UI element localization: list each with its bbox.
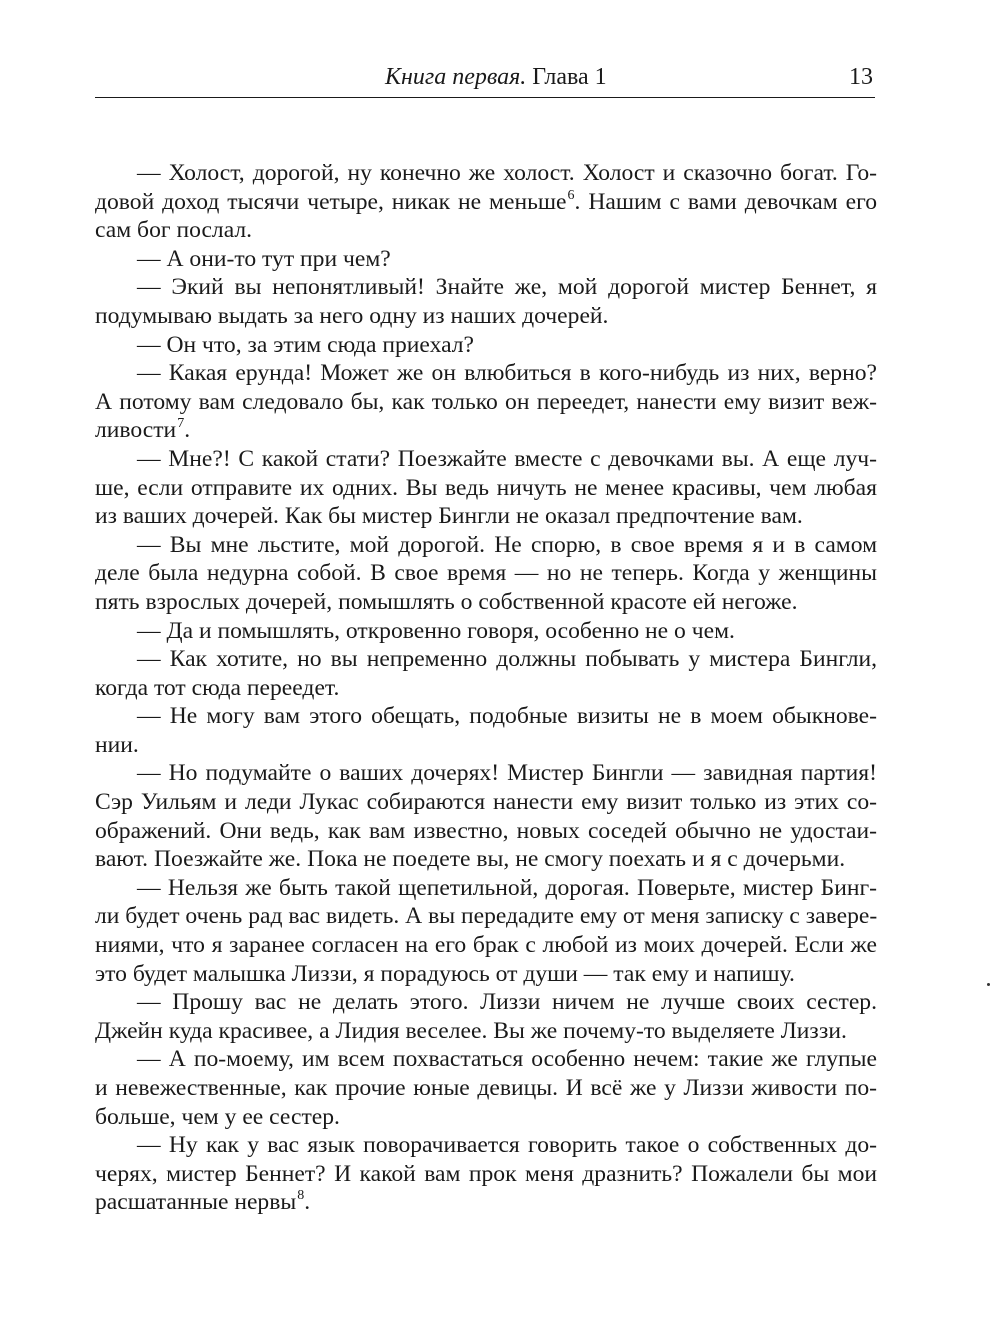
text-line: [95, 416, 877, 445]
line-text: довой доход тысячи четыре, никак не меньше: [95, 188, 567, 215]
text-line: — Ну как у вас язык поворачивается говорить такое о собственных до-: [137, 1132, 877, 1159]
text-line: — Холост, дорогой, ну конечно же холост. Холост и сказочно богат. Го-: [137, 160, 877, 186]
text-line: деле была недурна собой. В свое время — но не теперь. Когда у женщины: [95, 560, 877, 587]
text-line: подумываю выдать за него одну из наших дочерей.: [95, 302, 609, 329]
paragraph: [95, 245, 877, 274]
header-rule: [95, 97, 875, 98]
book-title: Книга первая.: [385, 64, 527, 90]
line-text: .: [184, 417, 191, 444]
text-line: [95, 188, 877, 217]
paragraph: [95, 159, 877, 245]
paragraph: [95, 759, 877, 873]
text-line: ображений. Они ведь, как вам известно, новых соседей обычно не удостаи-: [95, 817, 877, 844]
text-line: вают. Поезжайте же. Пока не поедете вы, не смогу поехать и я с дочерьми.: [95, 846, 846, 873]
text-line: сам бог послал.: [95, 217, 253, 244]
paragraph: [95, 617, 877, 646]
text-line: — Он что, за этим сюда приехал?: [137, 331, 474, 358]
paragraph: [95, 273, 877, 330]
paragraph: [95, 645, 877, 702]
paragraph: [95, 359, 877, 445]
text-line: черях, мистер Беннет? И какой вам прок меня дразнить? Пожалели бы мои: [95, 1160, 877, 1187]
text-line: когда тот сюда переедет.: [95, 674, 340, 701]
paragraph: [95, 445, 877, 531]
running-head-title: [385, 62, 607, 92]
paragraph: [95, 1045, 877, 1131]
text-line: — Нельзя же быть такой щепетильной, дорогая. Поверьте, мистер Бинг-: [137, 874, 877, 901]
text-line: ше, если отправите их одних. Вы ведь ничуть не менее красивы, чем любая: [95, 474, 877, 501]
paragraph: [95, 874, 877, 988]
paragraph: [95, 331, 877, 360]
text-line: и невежественные, как прочие юные девицы. И всё же у Лиззи живости по-: [95, 1075, 877, 1101]
text-line: — Экий вы непонятливый! Знайте же, мой дорогой мистер Беннет, я: [137, 274, 877, 301]
text-line: — Да и помышлять, откровенно говоря, особенно не о чем.: [137, 617, 735, 644]
text-line: нии.: [95, 731, 139, 758]
margin-speck: [987, 983, 990, 986]
paragraph: [95, 988, 877, 1045]
text-line: ли будет очень рад вас видеть. А вы передадите ему от меня записку с завере-: [95, 903, 878, 930]
text-line: — Прошу вас не делать этого. Лиззи ничем не лучше своих сестер.: [137, 989, 877, 1016]
line-text: ливости: [95, 417, 177, 444]
line-text: расшатанные нервы: [95, 1189, 297, 1216]
text-line: А потому вам следовало бы, как только он переедет, нанести ему визит веж-: [95, 388, 877, 415]
text-line: — Как хотите, но вы непременно должны побывать у мистера Бингли,: [137, 646, 877, 673]
chapter-title: Глава 1: [532, 64, 607, 90]
paragraph: [95, 531, 877, 617]
line-text: . Нашим с вами девочкам его: [574, 188, 877, 215]
text-line: — А они-то тут при чем?: [137, 245, 391, 272]
text-line: — Но подумайте о ваших дочерях! Мистер Бингли — завидная партия!: [137, 760, 877, 787]
footnote-marker[interactable]: 6: [567, 187, 575, 203]
text-line: из ваших дочерей. Как бы мистер Бингли не оказал предпочтение вам.: [95, 503, 803, 530]
paragraph: [95, 1131, 877, 1217]
text-line: — А по-моему, им всем похвастаться особенно нечем: такие же глупые: [137, 1046, 877, 1073]
text-line: — Какая ерунда! Может же он влюбиться в кого-нибудь из них, верно?: [137, 360, 877, 387]
running-head: [95, 62, 875, 96]
footnote-marker[interactable]: 8: [297, 1188, 305, 1204]
text-line: — Не могу вам этого обещать, подобные визиты не в моем обыкнове-: [137, 703, 877, 730]
text-line: Сэр Уильям и леди Лукас собираются нанести ему визит только из этих со-: [95, 789, 877, 816]
text-line: — Мне?! С какой стати? Поезжайте вместе с девочками вы. А еще луч-: [137, 445, 877, 472]
paragraph: [95, 702, 877, 759]
text-line: ниями, что я заранее согласен на его брак с любой из моих дочерей. Если же: [95, 932, 877, 959]
text-line: больше, чем у ее сестер.: [95, 1103, 340, 1130]
line-text: .: [304, 1189, 311, 1216]
footnote-marker[interactable]: 7: [177, 416, 185, 432]
text-line: [95, 1188, 877, 1217]
body-text: [95, 159, 877, 1217]
text-line: пять взрослых дочерей, помышлять о собственной красоте ей негоже.: [95, 588, 798, 615]
page-number: 13: [849, 64, 873, 90]
text-line: Джейн куда красивее, а Лидия веселее. Вы же почему-то выделяете Лиззи.: [95, 1017, 847, 1044]
text-line: это будет малышка Лиззи, я порадуюсь от души — так ему и напишу.: [95, 960, 795, 987]
text-line: — Вы мне льстите, мой дорогой. Не спорю, в свое время я и в самом: [137, 531, 877, 558]
